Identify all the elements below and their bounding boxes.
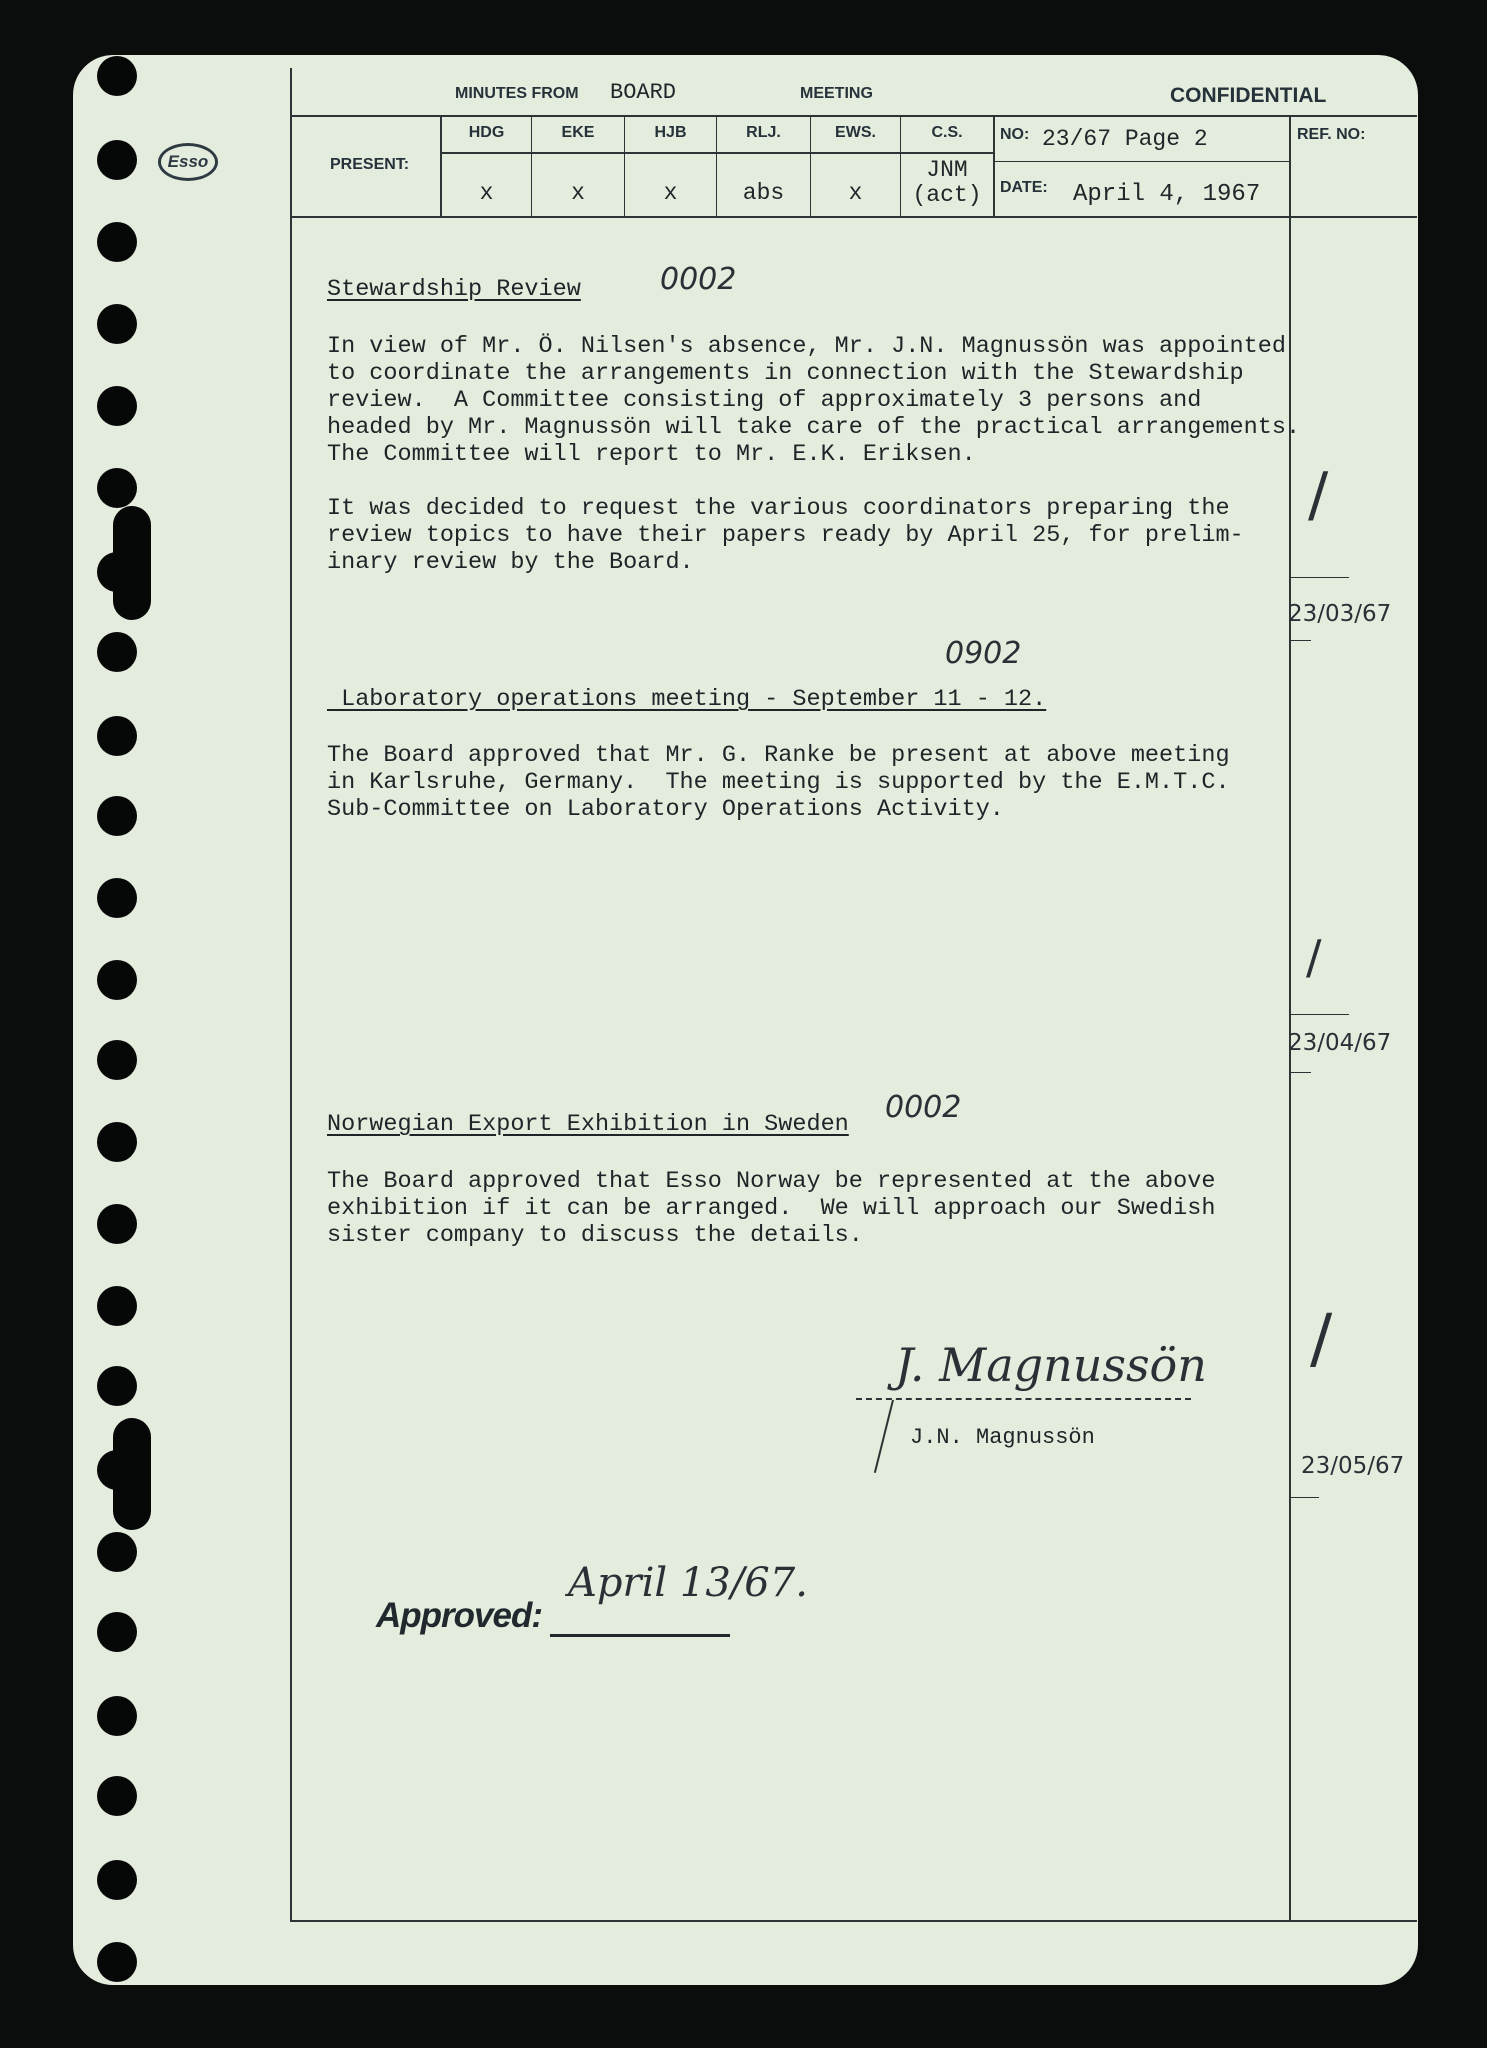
header-bottom-line [290,216,1417,218]
attendee-code: EWS. [835,124,876,141]
section-2-ref-mark: / [1306,930,1322,984]
binder-hole [97,1942,137,1982]
binder-hole [97,222,137,262]
binder-hole [97,1040,137,1080]
minutes-from-label: MINUTES FROM [455,85,579,102]
section-2-ref-date: 23/04/67 [1288,1030,1392,1056]
binder-slot [113,506,151,620]
section-3-heading: Norwegian Export Exhibition in Sweden [327,1111,849,1138]
binder-hole [97,878,137,918]
section-1-ref-date: 23/03/67 [1288,601,1392,627]
date-label: DATE: [1000,179,1048,196]
frame-left-line [290,68,292,1920]
binder-hole [97,140,137,180]
section-1-ref-mark: / [1308,460,1329,530]
attendee-mark: x [663,180,678,206]
attendee-code: HDG [468,124,505,141]
section-2-code: 0902 [945,636,1022,671]
approved-line [550,1634,730,1637]
binder-slot [113,1418,151,1530]
no-label: NO: [1000,126,1030,143]
binder-hole [97,1696,137,1736]
binder-hole [97,716,137,756]
section-2-heading: Laboratory operations meeting - September 11 - 12. [327,686,1047,713]
section-2-ref-line-a [1291,1014,1349,1015]
binder-hole [97,1204,137,1244]
date-value: April 4, 1967 [1073,181,1261,208]
binder-hole [97,632,137,672]
present-label: PRESENT: [330,156,410,173]
approved-date: April 13/67. [568,1560,808,1606]
attendee-mark: JNM [926,157,968,183]
frame-bottom-line [290,1920,1417,1922]
section-3-ref-mark: / [1310,1300,1333,1377]
signature: J. Magnussön [895,1338,1207,1392]
signature-dashed-line [856,1398,1191,1400]
binder-hole [97,1286,137,1326]
section-1-ref-line-b [1291,640,1311,641]
attendee-mark: x [571,180,585,206]
header-top-line [290,115,1417,117]
binder-hole [97,386,137,426]
section-1-paragraph-1: In view of Mr. Ö. Nilsen's absence, Mr. J.N. Magnussön was appointed to coordinate the arrangements in connection with the Stewardship review. A Committee consisting of approximately 3 persons and headed by Mr. Magnussön will take care of the practical arrangements. The Committee will report to Mr. E.K. Eriksen. [327,333,1301,468]
binder-hole [97,960,137,1000]
attendee-mark: abs [742,180,785,206]
section-2-paragraph-1: The Board approved that Mr. G. Ranke be present at above meeting in Karlsruhe, Germany. The meeting is supported by the E.M.T.C. Sub-Committee on Laboratory Operations Activity. [327,742,1230,823]
section-3-paragraph-1: The Board approved that Esso Norway be represented at the above exhibition if it can be arranged. We will approach our Swedish sister company to discuss the details. [327,1168,1216,1249]
section-1-ref-line-a [1291,577,1349,578]
attendee-code: RLJ. [746,124,781,141]
section-3-ref-date: 23/05/67 [1301,1453,1405,1479]
attendee-code: HJB [654,124,687,141]
no-divider [993,115,995,216]
binder-hole [97,1612,137,1652]
esso-logo [158,143,218,181]
binder-hole [97,468,137,508]
section-2-ref-line-b [1291,1072,1311,1073]
esso-logo-text: Esso [167,152,209,171]
attendee-mark: x [479,180,494,206]
attendee-mark-note: (act) [912,182,982,208]
section-1-paragraph-2: It was decided to request the various coordinators preparing the review topics to have their papers ready by April 25, for prelim- inary review by the Board. [327,495,1244,576]
binder-hole [97,1122,137,1162]
section-1-code: 0002 [660,262,737,297]
approved-label: Approved: [376,1596,542,1635]
meeting-label: MEETING [800,85,873,102]
attendee-row-line [442,152,993,154]
attendee-code: C.S. [931,124,963,141]
section-1-heading: Stewardship Review [327,276,581,303]
section-3-ref-line [1291,1497,1319,1498]
binder-hole [97,304,137,344]
attendee-code: EKE [561,124,595,141]
binder-hole [97,1366,137,1406]
binder-hole [97,796,137,836]
no-date-line [995,161,1289,162]
minutes-from-value: BOARD [610,80,677,105]
confidential-label: CONFIDENTIAL [1170,84,1327,107]
signatory-name: J.N. Magnussön [910,1425,1095,1450]
no-value: 23/67 Page 2 [1042,126,1208,152]
binder-hole [97,1860,137,1900]
binder-hole [97,1532,137,1572]
binder-hole [97,1776,137,1816]
binder-hole [97,56,137,96]
section-3-code: 0002 [885,1090,962,1125]
attendee-mark: x [848,180,863,206]
ref-no-label: REF. NO: [1297,126,1366,143]
